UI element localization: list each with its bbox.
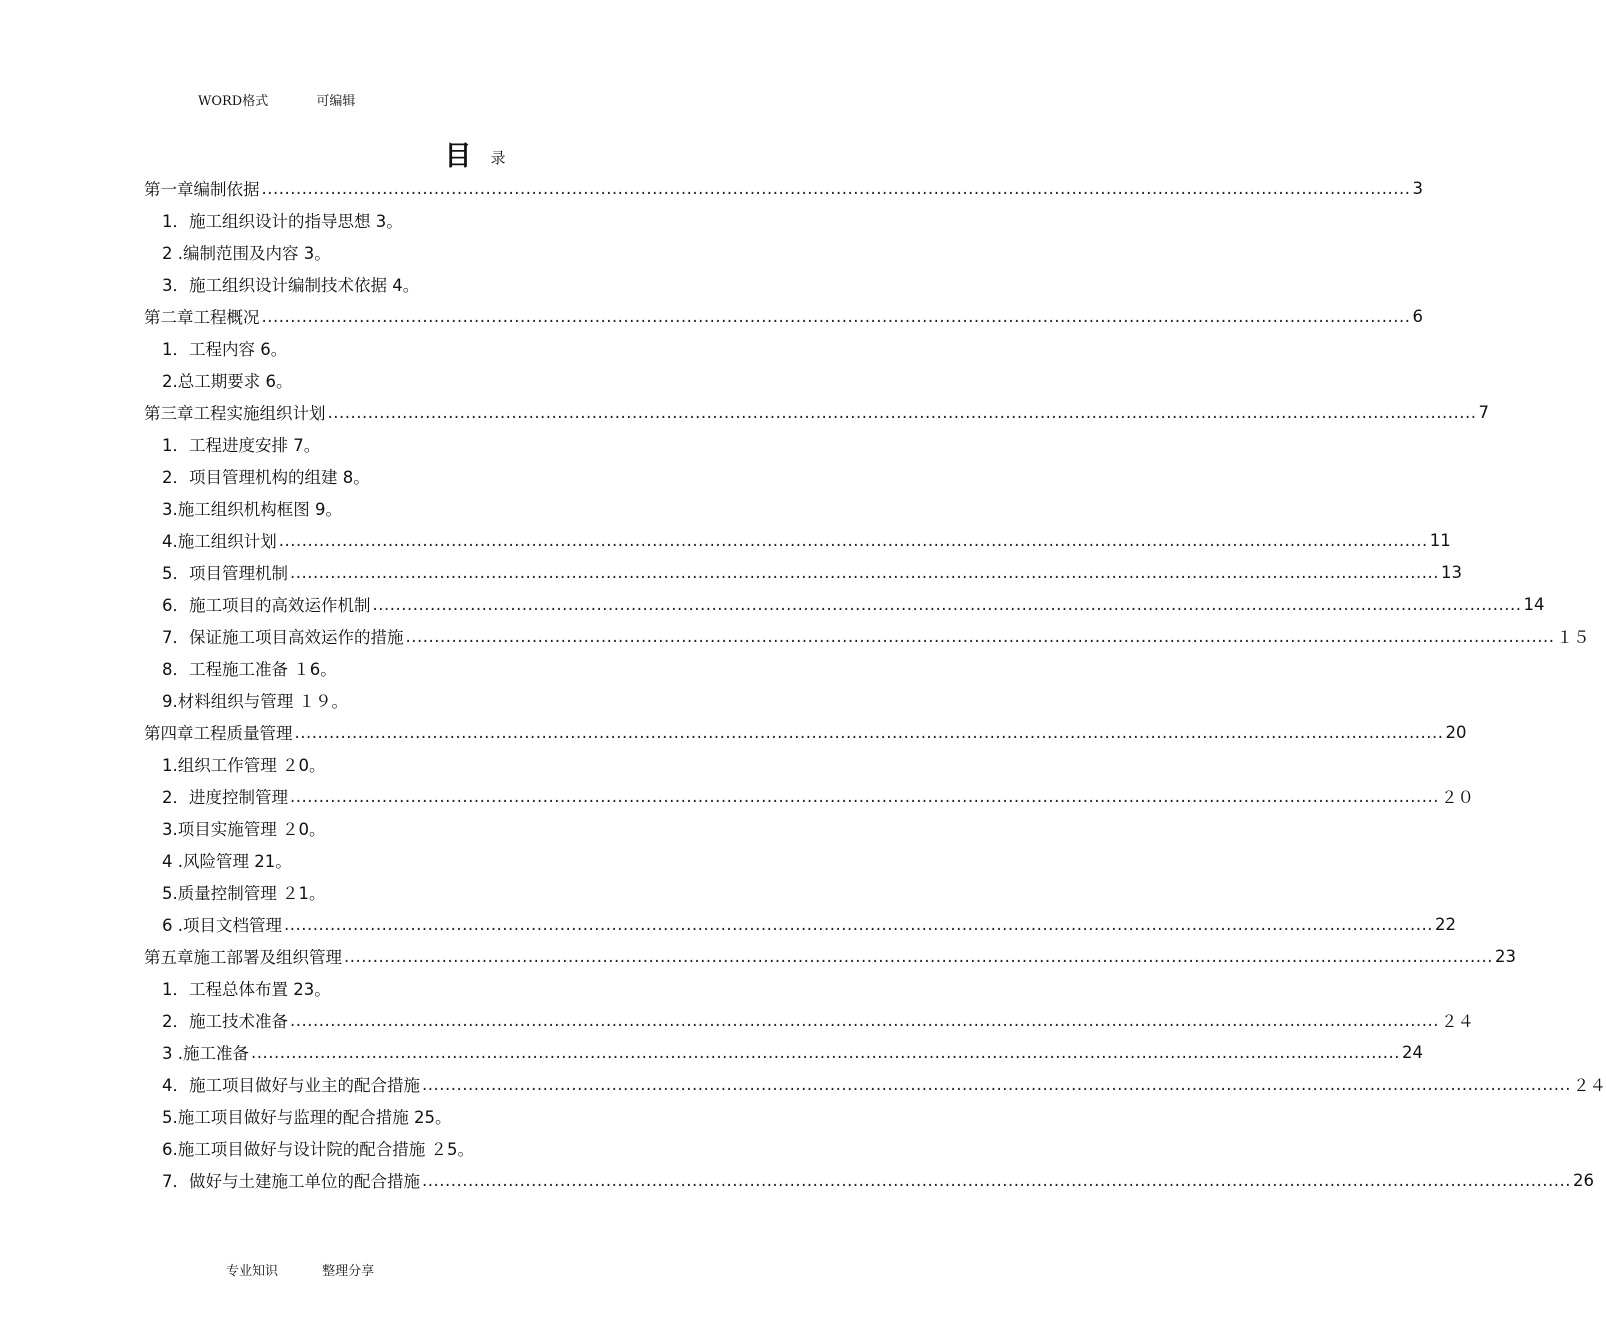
toc-section-row[interactable] [144,364,806,396]
toc-entry-label: 4 .风险管理 21。 [162,852,292,871]
toc-entry-label: 第四章 [144,724,194,743]
toc-leader-dots: ........................................................................................................................................................................................................ [290,1010,1439,1030]
toc-entry-label: 6.施工项目做好与设计院的配合措施 ２5。 [162,1140,474,1159]
toc-page-number: 26 [1572,1170,1594,1190]
toc-leader-dots: ........................................................................................................................................................................................................ [290,786,1439,806]
toc-page-number: 22 [1434,914,1456,934]
toc-leader-dots: ........................................................................................................................................................................................................ [284,914,1433,934]
toc-entry-label: 第二章 [144,308,194,327]
toc-entry-label: 2 .编制范围及内容 3。 [162,244,331,263]
toc-entry-label: 9.材料组织与管理 １９。 [162,692,348,711]
toc-leader-dots: ........................................................................................................................................................................................................ [261,178,1411,198]
toc-entry-label: 7．保证施工项目高效运作的措施 [162,628,404,647]
toc-entry-label: 3．施工组织设计编制技术依据 4。 [162,276,420,295]
toc-entry-label: 3.项目实施管理 ２0。 [162,820,326,839]
toc-page-number: １５ [1556,628,1590,647]
toc-entry-label: 第一章 [144,180,194,199]
toc-section-row[interactable] [144,1068,1606,1100]
toc-section-row[interactable] [144,332,806,364]
toc-entry-label: 6．施工项目的高效运作机制 [162,596,371,615]
toc-section-row[interactable] [144,204,806,236]
toc-leader-dots: ........................................................................................................................................................................................................ [261,306,1411,326]
toc-entry-label: 2．项目管理机构的组建 8。 [162,468,370,487]
toc-section-row[interactable] [144,1100,806,1132]
toc-leader-dots: ........................................................................................................................................................................................................ [422,1170,1571,1190]
toc-entry-label: 6 .项目文档管理 [162,916,282,935]
toc-section-row[interactable] [144,1036,1423,1068]
toc-section-row[interactable] [144,812,806,844]
toc-leader-dots: ........................................................................................................................................................................................................ [294,722,1444,742]
toc-section-row[interactable] [144,876,806,908]
toc-entry-label: 8．工程施工准备 １6。 [162,660,337,679]
toc-page-number: ２０ [1440,788,1474,807]
toc-entry-label: 4.施工组织计划 [162,532,277,551]
toc-page-number: 14 [1523,594,1545,614]
toc-section-row[interactable] [144,908,1456,940]
toc-section-row[interactable] [144,780,1474,812]
toc-leader-dots: ........................................................................................................................................................................................................ [344,946,1493,966]
toc-entry-label: 7．做好与土建施工单位的配合措施 [162,1172,420,1191]
toc-entry-label: 1．工程内容 6。 [162,340,288,359]
toc-chapter-row[interactable] [144,940,1516,972]
toc-page-number: ２４ [1572,1076,1606,1095]
table-of-contents [144,172,1606,1196]
toc-section-row[interactable] [144,428,806,460]
toc-entry-label: 5.质量控制管理 ２1。 [162,884,326,903]
page-footer [226,1260,414,1279]
footer-right-label: 整理分享 [322,1264,375,1279]
toc-page-number: 24 [1401,1042,1423,1062]
toc-page-number: 11 [1429,530,1451,550]
toc-entry-label: 4．施工项目做好与业主的配合措施 [162,1076,420,1095]
toc-chapter-title: 工程质量管理 [193,724,293,743]
toc-page-number: 13 [1440,562,1462,582]
toc-leader-dots: ........................................................................................................................................................................................................ [290,562,1439,582]
toc-section-row[interactable] [144,684,806,716]
toc-entry-label: 1.组织工作管理 ２0。 [162,756,326,775]
toc-section-row[interactable] [144,556,1462,588]
toc-title [0,134,950,173]
toc-section-row[interactable] [144,524,1451,556]
toc-page-number: 20 [1445,722,1467,742]
toc-page-number: ２４ [1440,1012,1474,1031]
toc-entry-label: 1．工程总体布置 23。 [162,980,331,999]
toc-leader-dots: ........................................................................................................................................................................................................ [251,1042,1400,1062]
toc-page-number: 7 [1478,402,1489,422]
toc-page-number: 3 [1412,178,1423,198]
toc-section-row[interactable] [144,588,1545,620]
toc-section-row[interactable] [144,1164,1594,1196]
toc-chapter-row[interactable] [144,396,1489,428]
toc-entry-label: 第三章 [144,404,194,423]
toc-page-number: 6 [1412,306,1423,326]
toc-leader-dots: ........................................................................................................................................................................................................ [372,594,1522,614]
header-format-label: WORD格式 [198,94,269,109]
toc-entry-label: 5．项目管理机制 [162,564,288,583]
toc-entry-label: 2.总工期要求 6。 [162,372,293,391]
header-editable-label: 可编辑 [316,94,356,109]
toc-section-row[interactable] [144,652,806,684]
toc-leader-dots: ........................................................................................................................................................................................................ [278,530,1428,550]
toc-section-row[interactable] [144,492,806,524]
toc-section-row[interactable] [144,460,806,492]
toc-leader-dots: ........................................................................................................................................................................................................ [422,1074,1571,1094]
toc-chapter-title: 工程概况 [193,308,260,327]
toc-section-row[interactable] [144,1132,806,1164]
toc-title-sub: 录 [490,149,506,167]
page-header [198,90,399,109]
toc-chapter-row[interactable] [144,716,1467,748]
toc-page-number: 23 [1494,946,1516,966]
toc-entry-label: 3.施工组织机构框图 9。 [162,500,342,519]
toc-entry-label: 2．进度控制管理 [162,788,288,807]
toc-entry-label: 第五章 [144,948,194,967]
toc-leader-dots: ........................................................................................................................................................................................................ [327,402,1477,422]
toc-section-row[interactable] [144,268,806,300]
toc-leader-dots: ........................................................................................................................................................................................................ [405,626,1555,646]
toc-section-row[interactable] [144,748,806,780]
toc-entry-label: 2．施工技术准备 [162,1012,288,1031]
toc-chapter-title: 施工部署及组织管理 [193,948,342,967]
toc-entry-label: 3 .施工准备 [162,1044,249,1063]
toc-section-row[interactable] [144,1004,1474,1036]
toc-title-main: 目 [444,141,472,172]
toc-chapter-row[interactable] [144,300,1423,332]
toc-chapter-title: 工程实施组织计划 [193,404,326,423]
toc-chapter-row[interactable] [144,172,1423,204]
toc-section-row[interactable] [144,620,1590,652]
toc-section-row[interactable] [144,844,806,876]
toc-section-row[interactable] [144,972,806,1004]
toc-chapter-title: 编制依据 [193,180,260,199]
footer-left-label: 专业知识 [226,1264,279,1279]
toc-entry-label: 1．工程进度安排 7。 [162,436,321,455]
toc-section-row[interactable] [144,236,806,268]
toc-entry-label: 1．施工组织设计的指导思想 3。 [162,212,403,231]
toc-entry-label: 5.施工项目做好与监理的配合措施 25。 [162,1108,452,1127]
